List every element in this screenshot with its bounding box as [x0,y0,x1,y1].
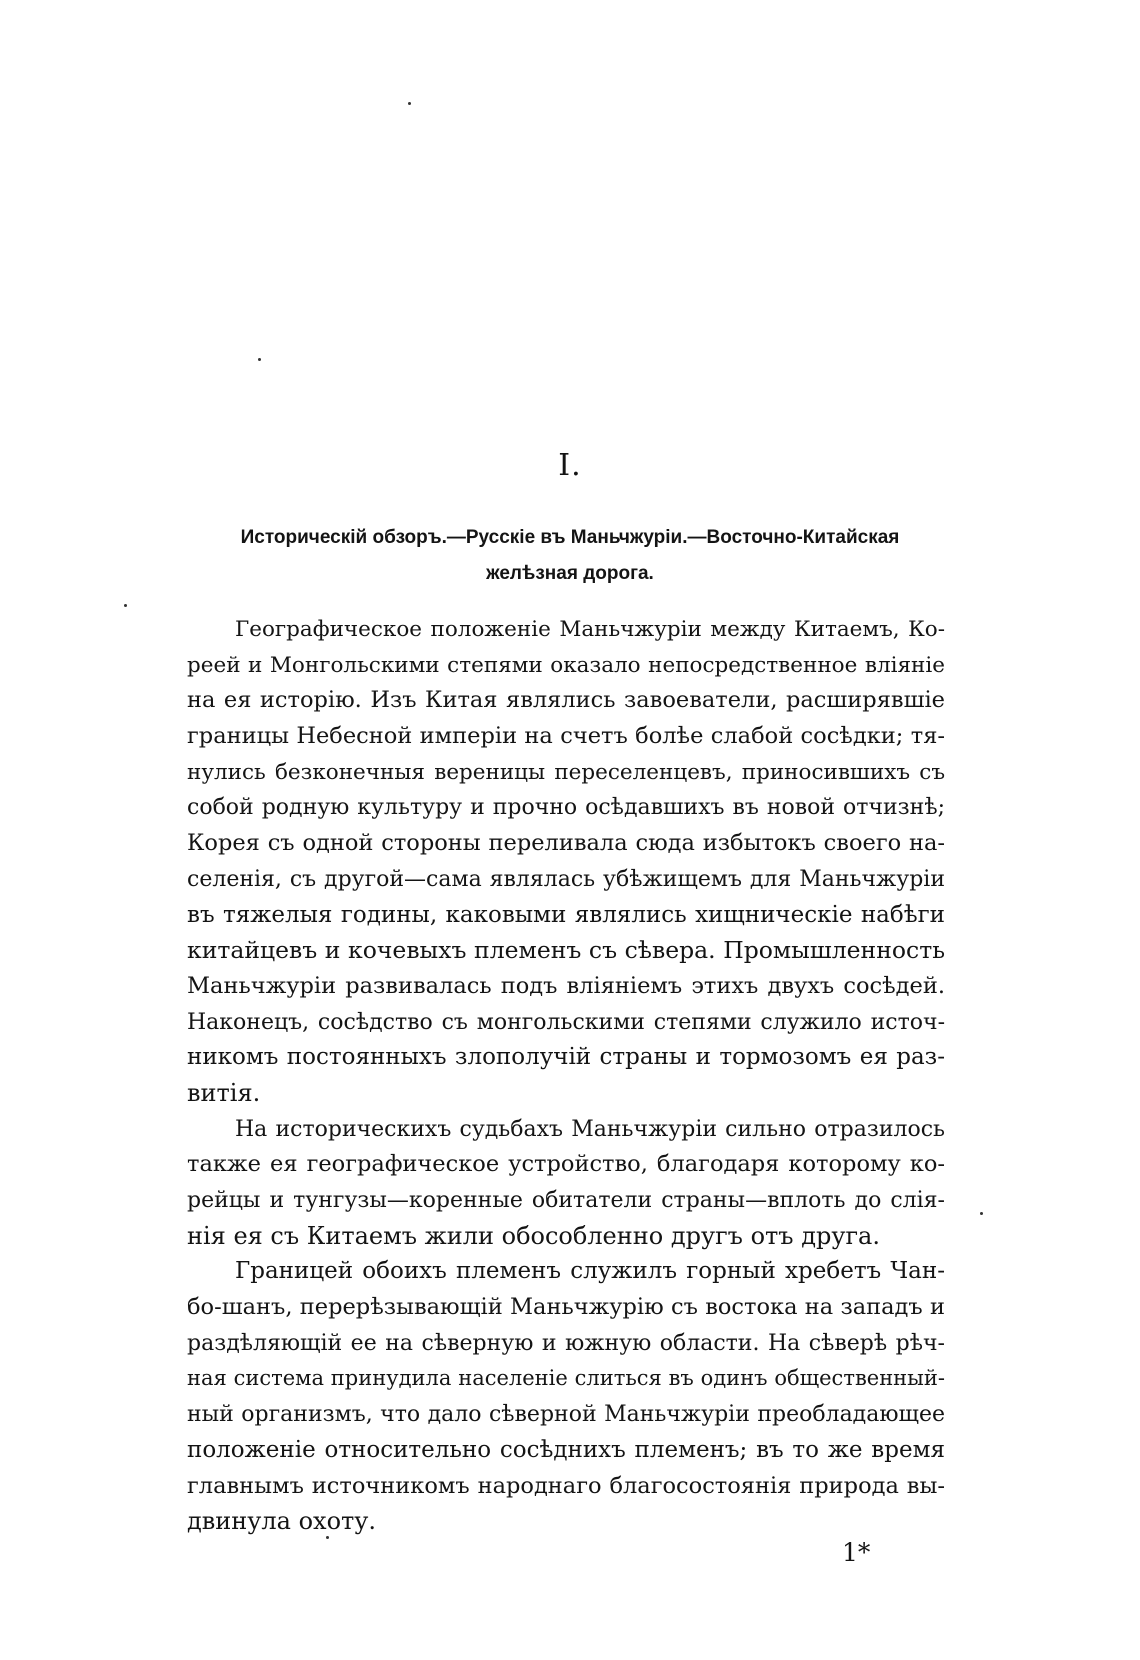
text-line: витія. [187,1078,261,1107]
page-number: 1* [842,1538,871,1567]
body-text [187,612,945,1540]
text-line: границы Небесной имперіи на счетъ болѣе слабой сосѣдки; тя- [187,723,945,750]
chapter-title-line: Историческій обзоръ.—Русскіе въ Маньчжуріи.—Восточно-Китайская [240,527,900,548]
text-line: нія ея съ Китаемъ жили обособленно другъ отъ друга. [187,1221,880,1250]
text-line: Корея съ одной стороны переливала сюда избытокъ своего на- [187,830,945,857]
text-line: двинула охоту. [187,1507,377,1536]
text-line: въ тяжелыя годины, каковыми являлись хищническіе набѣги [187,901,945,928]
text-line: положеніе относительно сосѣднихъ племенъ; въ то же время [187,1436,945,1463]
text-line: реей и Монгольскими степями оказало непосредственное вліяніе [187,652,945,678]
text-line: Наконецъ, сосѣдство съ монгольскими степями служило источ- [187,1009,945,1035]
scan-speck [124,604,127,607]
scan-speck [408,102,411,105]
text-line: главнымъ источникомъ народнаго благосостоянія природа вы- [187,1472,945,1499]
scan-speck [980,1212,983,1215]
text-line: Маньчжуріи развивалась подъ вліяніемъ этихъ двухъ сосѣдей. [187,972,945,999]
text-line: китайцевъ и кочевыхъ племенъ съ сѣвера. Промышленность [187,936,945,965]
text-line: бо-шанъ, перерѣзывающій Маньчжурію съ востока на западъ и [187,1294,945,1321]
text-line: нулись безконечныя вереницы переселенцевъ, приносившихъ съ [187,759,945,785]
text-line: на ея исторію. Изъ Китая являлись завоеватели, расширявшіе [187,687,945,714]
text-line: селенія, съ другой—сама являлась убѣжищемъ для Маньчжуріи [187,866,945,892]
text-line: Географическое положеніе Маньчжуріи между Китаемъ, Ко- [235,617,945,642]
text-line: никомъ постоянныхъ злополучій страны и тормозомъ ея раз- [187,1044,945,1071]
text-line: раздѣляющій ее на сѣверную и южную области. На сѣверѣ рѣч- [187,1330,945,1356]
text-line: ный организмъ, что дало сѣверной Маньчжуріи преобладающее [187,1402,945,1428]
scan-speck [258,358,261,361]
text-line: ная система принудила населеніе слиться въ одинъ общественный- [187,1366,945,1391]
text-line: Границей обоихъ племенъ служилъ горный хребетъ Чан- [235,1258,945,1285]
text-line: собой родную культуру и прочно осѣдавшихъ въ новой отчизнѣ; [187,795,945,821]
text-line: также ея географическое устройство, благодаря которому ко- [187,1151,945,1178]
text-line: На историческихъ судьбахъ Маньчжуріи сильно отразилось [235,1116,945,1142]
chapter-title-line: желѣзная дорога. [486,563,654,584]
text-line: рейцы и тунгузы—коренные обитатели страны—вплоть до слія- [187,1188,945,1213]
chapter-number: I. [558,448,582,483]
chapter-title [150,520,990,592]
